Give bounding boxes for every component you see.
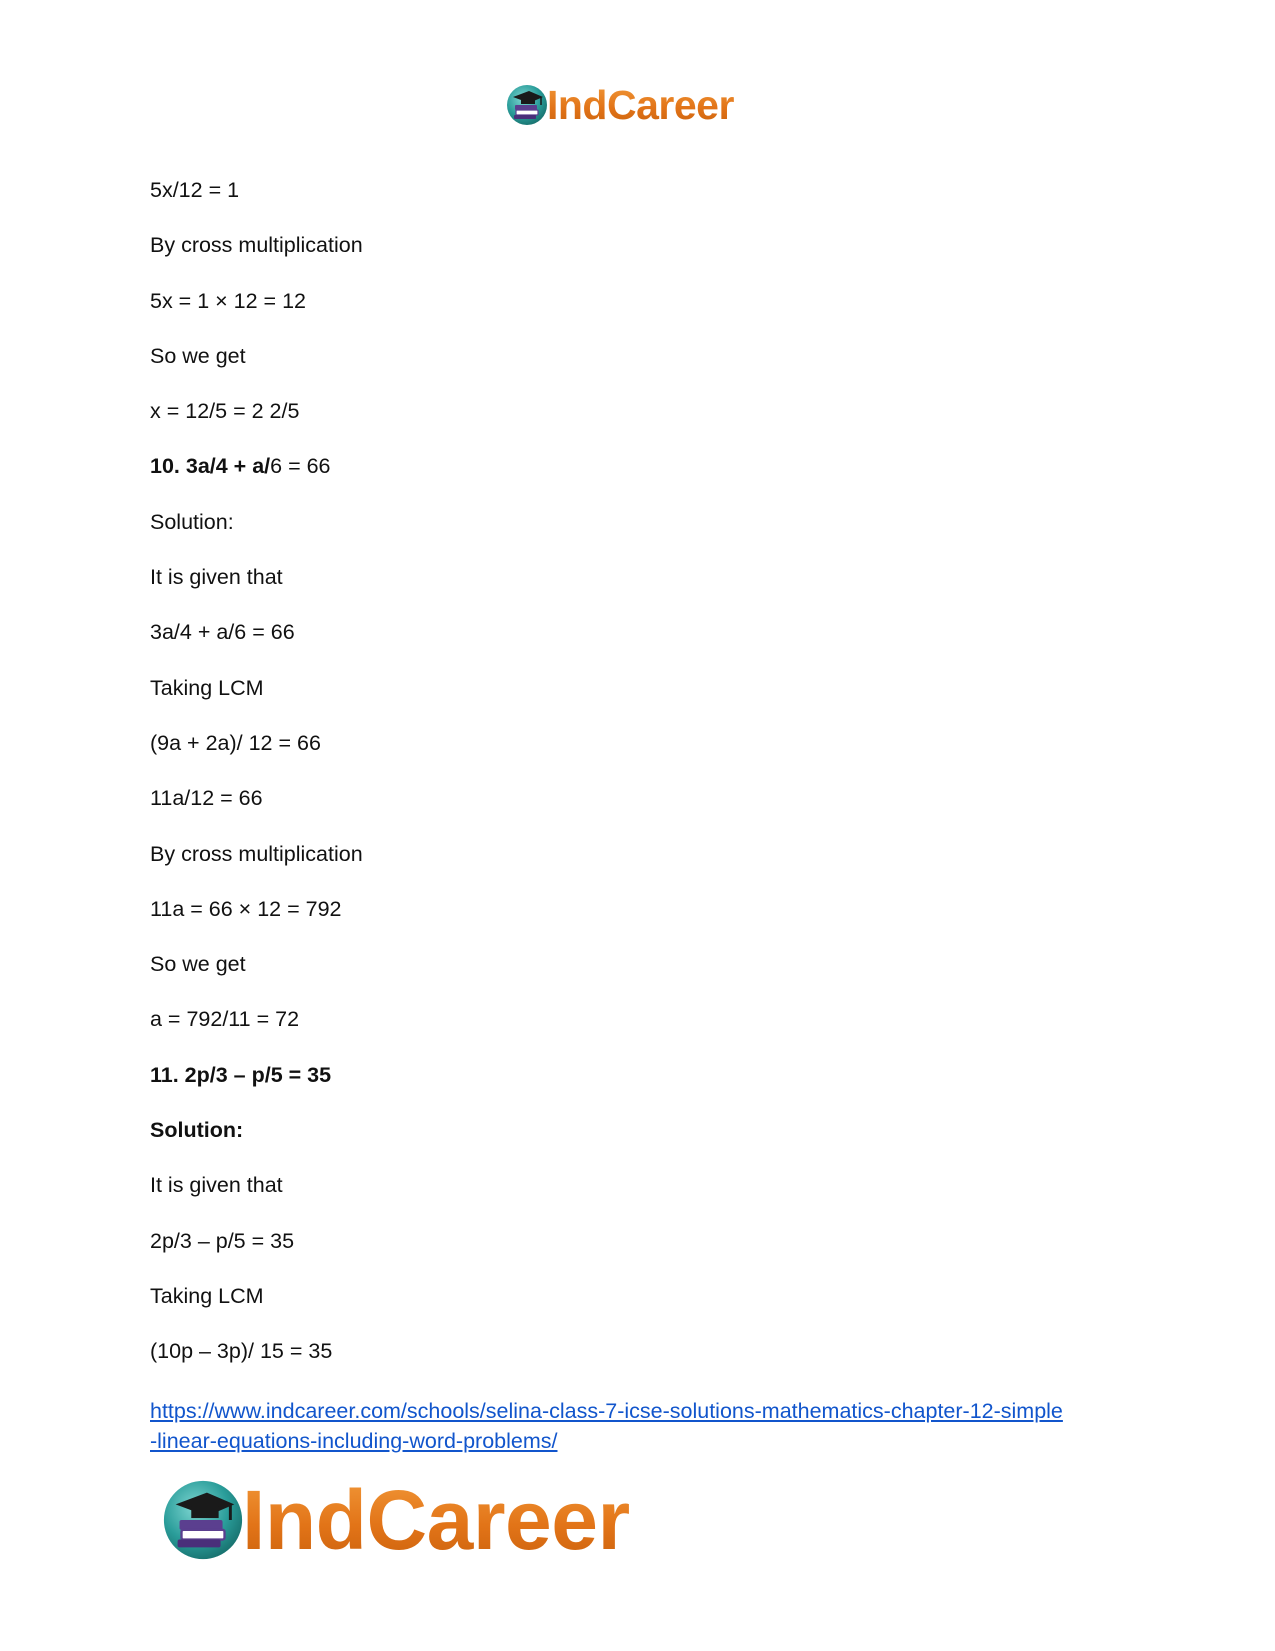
header-logo: [505, 80, 734, 130]
text-line: 3a/4 + a/6 = 66: [150, 620, 295, 645]
text-line: 5x = 1 × 12 = 12: [150, 288, 307, 313]
text-line: It is given that: [150, 565, 283, 590]
document-body: [150, 177, 1130, 1394]
text-line: a = 792/11 = 72: [150, 1007, 300, 1032]
text-line: By cross multiplication: [150, 841, 363, 866]
solution-label: Solution:: [150, 509, 234, 534]
solution-label: Solution:: [150, 1118, 244, 1143]
text-line: By cross multiplication: [150, 233, 363, 258]
question-normal-part: 6 = 66: [270, 454, 331, 479]
text-line: So we get: [150, 952, 246, 977]
question-bold-part: 10. 3a/4 + a/: [150, 454, 271, 479]
text-line: 5x/12 = 1: [150, 178, 240, 202]
text-line: Taking LCM: [150, 675, 264, 700]
text-line: (9a + 2a)/ 12 = 66: [150, 730, 321, 755]
text-line: 11a = 66 × 12 = 792: [150, 896, 342, 921]
text-line: Taking LCM: [150, 1283, 264, 1308]
footer-logo: [160, 1470, 630, 1570]
text-line: x = 12/5 = 2 2/5: [150, 399, 300, 424]
logo-wordmark: IndCareer: [242, 1472, 630, 1567]
source-link-line-2: -linear-equations-including-word-problems/: [150, 1429, 558, 1453]
logo-wordmark: IndCareer: [547, 81, 734, 128]
graduation-book-icon: [160, 1477, 246, 1563]
text-line: (10p – 3p)/ 15 = 35: [150, 1339, 333, 1364]
text-line: 11a/12 = 66: [150, 786, 263, 811]
source-link[interactable]: [150, 1396, 1140, 1456]
text-line: 2p/3 – p/5 = 35: [150, 1228, 295, 1253]
text-line: So we get: [150, 343, 246, 368]
question-heading: 11. 2p/3 – p/5 = 35: [150, 1062, 332, 1087]
source-link-line-1: https://www.indcareer.com/schools/selina-class-7-icse-solutions-mathematics-chapter-12-simple: [150, 1399, 1063, 1423]
question-heading: [150, 453, 1130, 479]
graduation-book-icon: [505, 83, 549, 127]
text-line: It is given that: [150, 1173, 283, 1198]
